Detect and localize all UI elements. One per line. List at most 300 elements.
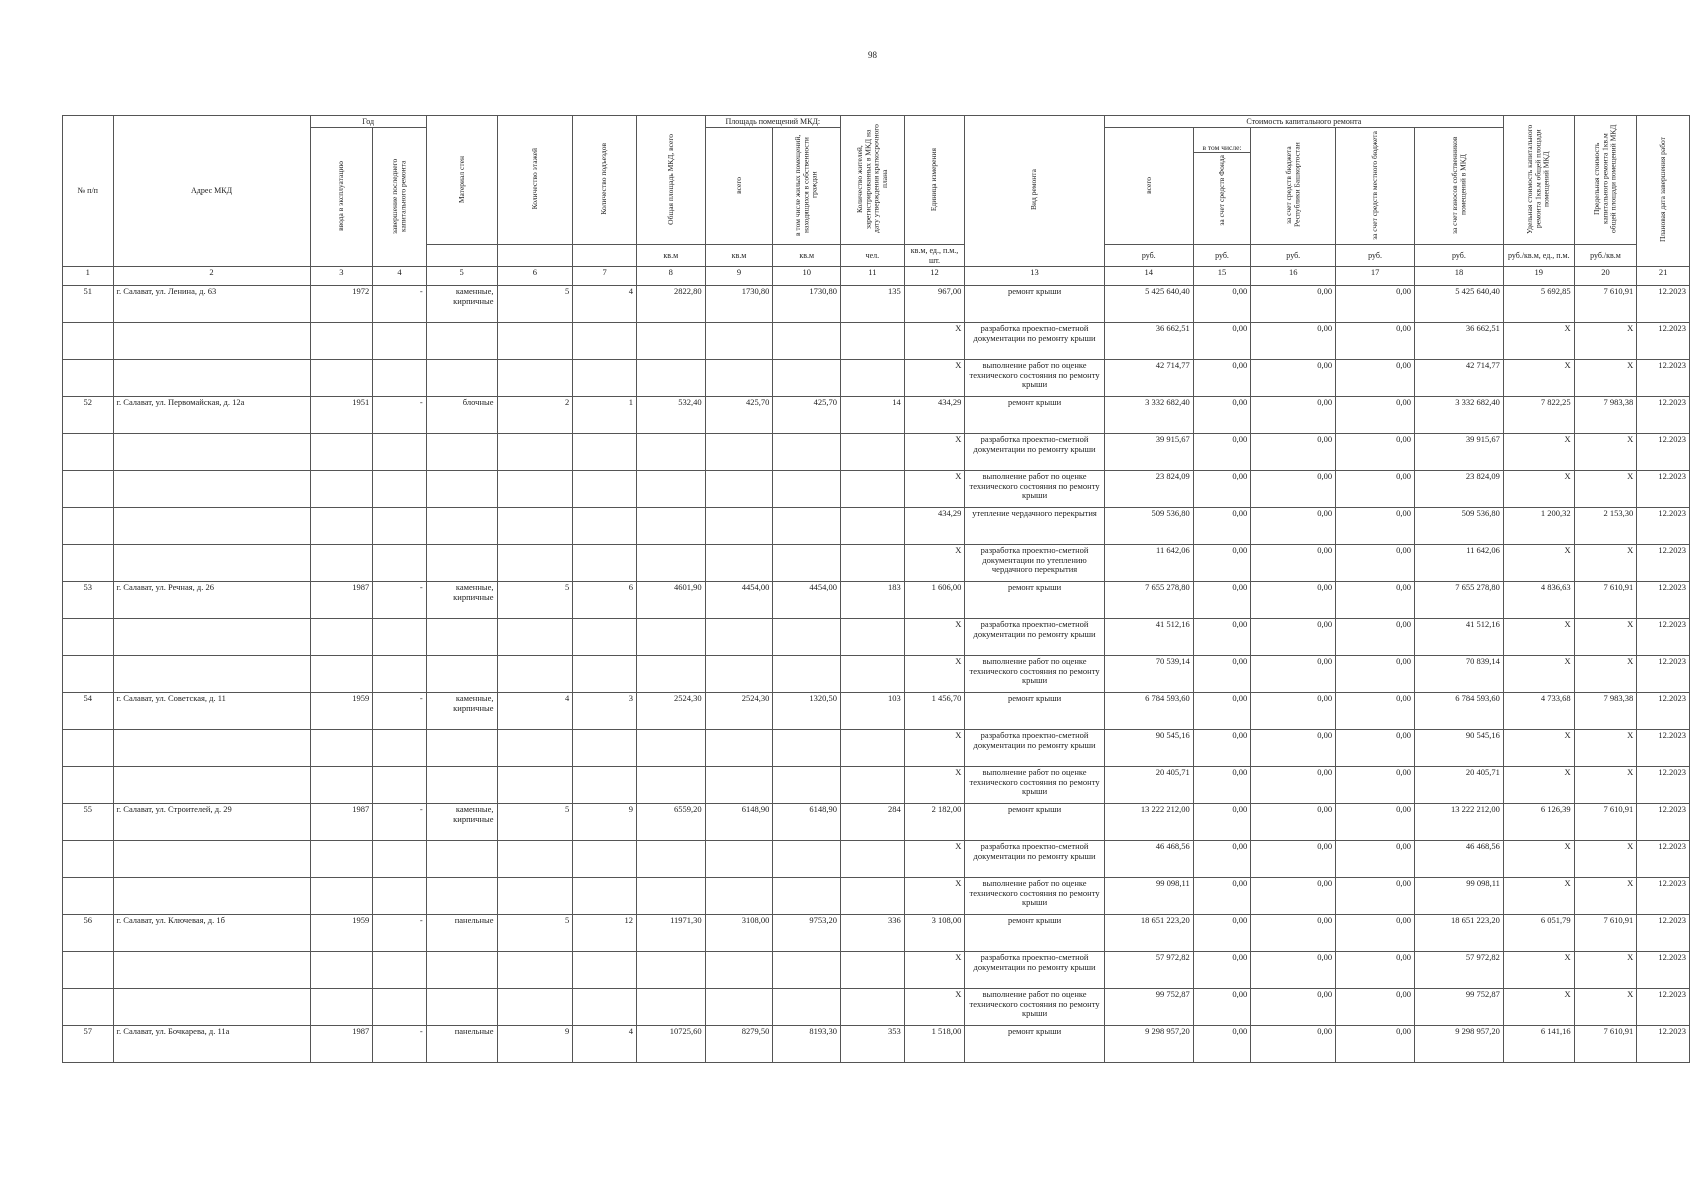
unit-fund: руб. xyxy=(1193,245,1251,266)
cell-address: г. Салават, ул. Ключевая, д. 1б xyxy=(113,914,310,951)
cell-floors xyxy=(497,951,573,988)
cell-year: 1987 xyxy=(310,581,373,618)
cell-floors xyxy=(497,766,573,803)
cell-address xyxy=(113,655,310,692)
cell-unit: X xyxy=(904,655,965,692)
cell-last xyxy=(373,766,427,803)
cell-last xyxy=(373,470,427,507)
cell-total: 18 651 223,20 xyxy=(1104,914,1193,951)
table-row xyxy=(63,914,1690,951)
cell-loc: 0,00 xyxy=(1336,988,1415,1025)
cell-address: г. Салават, ул. Строителей, д. 29 xyxy=(113,803,310,840)
table-row xyxy=(63,655,1690,692)
cell-area xyxy=(636,840,705,877)
cell-prem: 4454,00 xyxy=(705,581,773,618)
cell-loc: 0,00 xyxy=(1336,396,1415,433)
cell-mcost: X xyxy=(1574,359,1637,396)
cell-resid: 1320,50 xyxy=(773,692,841,729)
cell-ucost: X xyxy=(1503,433,1574,470)
cell-mcost: X xyxy=(1574,433,1637,470)
cell-entrances: 6 xyxy=(573,581,637,618)
cell-loc: 0,00 xyxy=(1336,322,1415,359)
column-number: 19 xyxy=(1503,266,1574,285)
column-number: 5 xyxy=(426,266,497,285)
cell-loc: 0,00 xyxy=(1336,507,1415,544)
cell-people: 103 xyxy=(841,692,905,729)
cell-unit: X xyxy=(904,729,965,766)
table-row xyxy=(63,322,1690,359)
cell-date: 12.2023 xyxy=(1637,285,1690,322)
cell-unit: X xyxy=(904,544,965,581)
cell-total: 46 468,56 xyxy=(1104,840,1193,877)
cell-type: ремонт крыши xyxy=(965,396,1104,433)
cell-date: 12.2023 xyxy=(1637,803,1690,840)
cell-prem xyxy=(705,544,773,581)
cell-people xyxy=(841,359,905,396)
cell-loc: 0,00 xyxy=(1336,655,1415,692)
cell-own: 23 824,09 xyxy=(1414,470,1503,507)
cell-resid xyxy=(773,544,841,581)
cell-ucost: 4 836,63 xyxy=(1503,581,1574,618)
table-row xyxy=(63,544,1690,581)
cell-people: 353 xyxy=(841,1025,905,1062)
cell-year: 1951 xyxy=(310,396,373,433)
cell-own: 46 468,56 xyxy=(1414,840,1503,877)
cell-fund: 0,00 xyxy=(1193,655,1251,692)
cell-type: ремонт крыши xyxy=(965,1025,1104,1062)
cell-total: 7 655 278,80 xyxy=(1104,581,1193,618)
header-entrances: Количество подъездов xyxy=(573,116,637,245)
cell-last: - xyxy=(373,803,427,840)
cell-date: 12.2023 xyxy=(1637,988,1690,1025)
cell-ucost: 6 141,16 xyxy=(1503,1025,1574,1062)
cell-ucost: X xyxy=(1503,322,1574,359)
cell-loc: 0,00 xyxy=(1336,470,1415,507)
cell-mcost: 7 610,91 xyxy=(1574,914,1637,951)
cell-material xyxy=(426,877,497,914)
cell-area xyxy=(636,544,705,581)
cell-entrances xyxy=(573,655,637,692)
cell-material: каменные, кирпичные xyxy=(426,803,497,840)
cell-unit: 3 108,00 xyxy=(904,914,965,951)
cell-num xyxy=(63,359,114,396)
cell-material xyxy=(426,840,497,877)
cell-type: выполнение работ по оценке технического состояния по ремонту крыши xyxy=(965,877,1104,914)
cell-entrances xyxy=(573,470,637,507)
cell-mcost: X xyxy=(1574,618,1637,655)
cell-type: ремонт крыши xyxy=(965,692,1104,729)
header-residents: Количество жителей, зарегистрированных в МКД на дату утверждения краткосрочного плана xyxy=(841,116,905,245)
cell-unit: 1 518,00 xyxy=(904,1025,965,1062)
cell-people xyxy=(841,988,905,1025)
cell-floors xyxy=(497,359,573,396)
cell-prem xyxy=(705,618,773,655)
header-address: Адрес МКД xyxy=(113,116,310,267)
cell-address: г. Салават, ул. Бочкарева, д. 11а xyxy=(113,1025,310,1062)
cell-material: панельные xyxy=(426,1025,497,1062)
cell-own: 39 915,67 xyxy=(1414,433,1503,470)
cell-total: 509 536,80 xyxy=(1104,507,1193,544)
cell-total: 70 539,14 xyxy=(1104,655,1193,692)
unit-max-cost: руб./кв.м xyxy=(1574,245,1637,266)
header-premises-total: всего xyxy=(705,128,773,245)
cell-num xyxy=(63,507,114,544)
cell-type: разработка проектно-сметной документации по ремонту крыши xyxy=(965,840,1104,877)
column-number-row xyxy=(63,266,1690,285)
cell-last xyxy=(373,988,427,1025)
cell-own: 36 662,51 xyxy=(1414,322,1503,359)
column-number: 15 xyxy=(1193,266,1251,285)
column-number: 4 xyxy=(373,266,427,285)
cell-rep: 0,00 xyxy=(1251,951,1336,988)
cell-floors xyxy=(497,544,573,581)
cell-fund: 0,00 xyxy=(1193,581,1251,618)
cell-material xyxy=(426,433,497,470)
cell-entrances xyxy=(573,322,637,359)
cell-num xyxy=(63,877,114,914)
cell-mcost: X xyxy=(1574,544,1637,581)
cell-rep: 0,00 xyxy=(1251,692,1336,729)
cell-num xyxy=(63,618,114,655)
cell-floors: 2 xyxy=(497,396,573,433)
cell-rep: 0,00 xyxy=(1251,285,1336,322)
cell-own: 509 536,80 xyxy=(1414,507,1503,544)
cell-material xyxy=(426,359,497,396)
table-row xyxy=(63,359,1690,396)
cell-prem xyxy=(705,729,773,766)
cell-resid xyxy=(773,655,841,692)
cell-rep: 0,00 xyxy=(1251,322,1336,359)
cell-people: 135 xyxy=(841,285,905,322)
cell-floors xyxy=(497,470,573,507)
cell-total: 5 425 640,40 xyxy=(1104,285,1193,322)
cell-mcost: 7 610,91 xyxy=(1574,1025,1637,1062)
cell-address xyxy=(113,618,310,655)
cell-entrances xyxy=(573,951,637,988)
cell-unit: 967,00 xyxy=(904,285,965,322)
header-republic: за счет средств бюджета Республики Башкортостан xyxy=(1251,128,1336,245)
cell-fund: 0,00 xyxy=(1193,914,1251,951)
cell-area xyxy=(636,655,705,692)
cell-ucost: X xyxy=(1503,988,1574,1025)
cell-loc: 0,00 xyxy=(1336,729,1415,766)
cell-fund: 0,00 xyxy=(1193,729,1251,766)
cell-ucost: X xyxy=(1503,470,1574,507)
table-row xyxy=(63,766,1690,803)
cell-loc: 0,00 xyxy=(1336,433,1415,470)
cell-fund: 0,00 xyxy=(1193,359,1251,396)
cell-type: разработка проектно-сметной документации по ремонту крыши xyxy=(965,433,1104,470)
cell-fund: 0,00 xyxy=(1193,951,1251,988)
cell-floors xyxy=(497,618,573,655)
cell-prem: 2524,30 xyxy=(705,692,773,729)
cell-last xyxy=(373,840,427,877)
cell-entrances: 12 xyxy=(573,914,637,951)
cell-area: 6559,20 xyxy=(636,803,705,840)
column-number: 12 xyxy=(904,266,965,285)
cell-material xyxy=(426,544,497,581)
cell-type: выполнение работ по оценке технического состояния по ремонту крыши xyxy=(965,655,1104,692)
cell-entrances xyxy=(573,766,637,803)
cell-material xyxy=(426,766,497,803)
cell-fund: 0,00 xyxy=(1193,840,1251,877)
header-repair-type: Вид ремонта xyxy=(965,116,1104,267)
cell-people xyxy=(841,951,905,988)
cell-address xyxy=(113,951,310,988)
cell-area xyxy=(636,618,705,655)
cell-own: 6 784 593,60 xyxy=(1414,692,1503,729)
cell-entrances xyxy=(573,988,637,1025)
cell-resid xyxy=(773,322,841,359)
cell-prem: 1730,80 xyxy=(705,285,773,322)
cell-area: 2822,80 xyxy=(636,285,705,322)
cell-loc: 0,00 xyxy=(1336,692,1415,729)
cell-date: 12.2023 xyxy=(1637,655,1690,692)
cell-year xyxy=(310,729,373,766)
cell-resid: 425,70 xyxy=(773,396,841,433)
cell-entrances: 1 xyxy=(573,396,637,433)
cell-ucost: 6 051,79 xyxy=(1503,914,1574,951)
header-total-area: Общая площадь МКД, всего xyxy=(636,116,705,245)
cell-date: 12.2023 xyxy=(1637,618,1690,655)
cell-rep: 0,00 xyxy=(1251,544,1336,581)
unit-residents: чел. xyxy=(841,245,905,266)
header-premises-residential: в том числе жилых помещений, находящихся в собственности граждан xyxy=(773,128,841,245)
cell-num xyxy=(63,322,114,359)
cell-ucost: X xyxy=(1503,840,1574,877)
header-wall-material: Материал стен xyxy=(426,116,497,245)
cell-date: 12.2023 xyxy=(1637,507,1690,544)
cell-people xyxy=(841,655,905,692)
cell-num: 51 xyxy=(63,285,114,322)
cell-unit: X xyxy=(904,840,965,877)
cell-resid xyxy=(773,729,841,766)
cell-year xyxy=(310,544,373,581)
cell-fund: 0,00 xyxy=(1193,766,1251,803)
cell-unit: 2 182,00 xyxy=(904,803,965,840)
cell-total: 3 332 682,40 xyxy=(1104,396,1193,433)
cell-loc: 0,00 xyxy=(1336,877,1415,914)
cell-address xyxy=(113,877,310,914)
cell-unit: 434,29 xyxy=(904,507,965,544)
cell-last: - xyxy=(373,396,427,433)
table-row xyxy=(63,988,1690,1025)
column-number: 3 xyxy=(310,266,373,285)
cell-num xyxy=(63,988,114,1025)
cell-mcost: 7 983,38 xyxy=(1574,692,1637,729)
cell-year xyxy=(310,877,373,914)
cell-unit: X xyxy=(904,322,965,359)
cell-total: 6 784 593,60 xyxy=(1104,692,1193,729)
cell-type: ремонт крыши xyxy=(965,285,1104,322)
cell-material xyxy=(426,988,497,1025)
cell-prem xyxy=(705,470,773,507)
header-num: № п/п xyxy=(63,116,114,267)
cell-entrances xyxy=(573,618,637,655)
cell-total: 42 714,77 xyxy=(1104,359,1193,396)
cell-total: 13 222 212,00 xyxy=(1104,803,1193,840)
cell-num xyxy=(63,470,114,507)
cell-address: г. Салават, ул. Советская, д. 11 xyxy=(113,692,310,729)
cell-loc: 0,00 xyxy=(1336,803,1415,840)
cell-last: - xyxy=(373,692,427,729)
cell-total: 57 972,82 xyxy=(1104,951,1193,988)
cell-date: 12.2023 xyxy=(1637,1025,1690,1062)
cell-type: ремонт крыши xyxy=(965,581,1104,618)
cell-address: г. Салават, ул. Первомайская, д. 12а xyxy=(113,396,310,433)
cell-last xyxy=(373,618,427,655)
cell-last xyxy=(373,729,427,766)
cell-resid: 1730,80 xyxy=(773,285,841,322)
cell-date: 12.2023 xyxy=(1637,396,1690,433)
cell-year xyxy=(310,951,373,988)
table-row xyxy=(63,803,1690,840)
cell-resid xyxy=(773,988,841,1025)
cell-mcost: X xyxy=(1574,840,1637,877)
cell-date: 12.2023 xyxy=(1637,581,1690,618)
cell-fund: 0,00 xyxy=(1193,322,1251,359)
cell-address xyxy=(113,729,310,766)
unit-owners: руб. xyxy=(1414,245,1503,266)
cell-entrances xyxy=(573,359,637,396)
cell-prem xyxy=(705,988,773,1025)
table-row xyxy=(63,507,1690,544)
cell-rep: 0,00 xyxy=(1251,396,1336,433)
cell-resid xyxy=(773,507,841,544)
cell-address xyxy=(113,470,310,507)
cell-fund: 0,00 xyxy=(1193,803,1251,840)
cell-own: 20 405,71 xyxy=(1414,766,1503,803)
cell-last: - xyxy=(373,285,427,322)
cell-ucost: 7 822,25 xyxy=(1503,396,1574,433)
unit-cost-total: руб. xyxy=(1104,245,1193,266)
cell-resid xyxy=(773,951,841,988)
cell-floors xyxy=(497,655,573,692)
header-unit-cost: Удельная стоимость капитального ремонта 1кв.м общей площади помещений МКД xyxy=(1503,116,1574,245)
cell-people xyxy=(841,766,905,803)
header-year-group: Год xyxy=(310,116,426,128)
cell-prem xyxy=(705,359,773,396)
cell-rep: 0,00 xyxy=(1251,433,1336,470)
cell-date: 12.2023 xyxy=(1637,470,1690,507)
cell-resid: 4454,00 xyxy=(773,581,841,618)
cell-area xyxy=(636,507,705,544)
cell-ucost: X xyxy=(1503,359,1574,396)
column-number: 2 xyxy=(113,266,310,285)
unit-local: руб. xyxy=(1336,245,1415,266)
cell-prem xyxy=(705,655,773,692)
table-row xyxy=(63,581,1690,618)
cell-year xyxy=(310,507,373,544)
header-cost-group: Стоимость капитального ремонта xyxy=(1104,116,1503,128)
unit-wall-material xyxy=(426,245,497,266)
cell-year xyxy=(310,655,373,692)
cell-people xyxy=(841,877,905,914)
cell-entrances: 4 xyxy=(573,1025,637,1062)
cell-type: разработка проектно-сметной документации по ремонту крыши xyxy=(965,322,1104,359)
cell-num xyxy=(63,544,114,581)
table-row xyxy=(63,470,1690,507)
cell-last: - xyxy=(373,914,427,951)
column-number: 1 xyxy=(63,266,114,285)
cell-year xyxy=(310,618,373,655)
header-max-cost: Предельная стоимость капитального ремонта 1кв.м общей площади помещений МКД xyxy=(1574,116,1637,245)
header-floors: Количество этажей xyxy=(497,116,573,245)
cell-floors: 5 xyxy=(497,285,573,322)
cell-area xyxy=(636,729,705,766)
table-row xyxy=(63,396,1690,433)
cell-total: 90 545,16 xyxy=(1104,729,1193,766)
cell-prem xyxy=(705,840,773,877)
column-number: 8 xyxy=(636,266,705,285)
cell-type: разработка проектно-сметной документации по утеплению чердачного перекрытия xyxy=(965,544,1104,581)
cell-own: 18 651 223,20 xyxy=(1414,914,1503,951)
header-unit: Единица измерения xyxy=(904,116,965,245)
header-local: за счет средств местного бюджета xyxy=(1336,128,1415,245)
cell-num: 57 xyxy=(63,1025,114,1062)
cell-address xyxy=(113,322,310,359)
cell-people: 336 xyxy=(841,914,905,951)
header-owners: за счет взносов собственников помещений в МКД xyxy=(1414,128,1503,245)
cell-entrances xyxy=(573,544,637,581)
cell-unit: X xyxy=(904,766,965,803)
cell-mcost: X xyxy=(1574,655,1637,692)
cell-own: 3 332 682,40 xyxy=(1414,396,1503,433)
cell-area xyxy=(636,322,705,359)
cell-rep: 0,00 xyxy=(1251,470,1336,507)
cell-total: 23 824,09 xyxy=(1104,470,1193,507)
cell-rep: 0,00 xyxy=(1251,1025,1336,1062)
cell-unit: X xyxy=(904,359,965,396)
cell-mcost: 7 610,91 xyxy=(1574,285,1637,322)
cell-area: 532,40 xyxy=(636,396,705,433)
cell-people xyxy=(841,544,905,581)
table-row xyxy=(63,877,1690,914)
cell-fund: 0,00 xyxy=(1193,396,1251,433)
cell-type: выполнение работ по оценке технического состояния по ремонту крыши xyxy=(965,988,1104,1025)
cell-prem: 425,70 xyxy=(705,396,773,433)
cell-total: 99 752,87 xyxy=(1104,988,1193,1025)
cell-people xyxy=(841,322,905,359)
header-year-last-repair: завершение последнего капитального ремонта xyxy=(373,128,427,267)
cell-fund: 0,00 xyxy=(1193,285,1251,322)
unit-floors xyxy=(497,245,573,266)
column-number: 13 xyxy=(965,266,1104,285)
cell-unit: X xyxy=(904,433,965,470)
cell-num: 52 xyxy=(63,396,114,433)
cell-own: 13 222 212,00 xyxy=(1414,803,1503,840)
cell-ucost: 1 200,32 xyxy=(1503,507,1574,544)
cell-people xyxy=(841,433,905,470)
cell-people xyxy=(841,618,905,655)
table-row xyxy=(63,729,1690,766)
cell-year xyxy=(310,433,373,470)
cell-address xyxy=(113,766,310,803)
cell-ucost: X xyxy=(1503,766,1574,803)
cell-own: 41 512,16 xyxy=(1414,618,1503,655)
column-number: 20 xyxy=(1574,266,1637,285)
cell-type: выполнение работ по оценке технического состояния по ремонту крыши xyxy=(965,766,1104,803)
cell-floors: 5 xyxy=(497,803,573,840)
cell-unit: X xyxy=(904,470,965,507)
cell-year xyxy=(310,840,373,877)
cell-total: 41 512,16 xyxy=(1104,618,1193,655)
cell-people xyxy=(841,729,905,766)
cell-mcost: X xyxy=(1574,877,1637,914)
unit-unit: кв.м, ед., п.м., шт. xyxy=(904,245,965,266)
cell-area: 4601,90 xyxy=(636,581,705,618)
unit-premises-residential: кв.м xyxy=(773,245,841,266)
